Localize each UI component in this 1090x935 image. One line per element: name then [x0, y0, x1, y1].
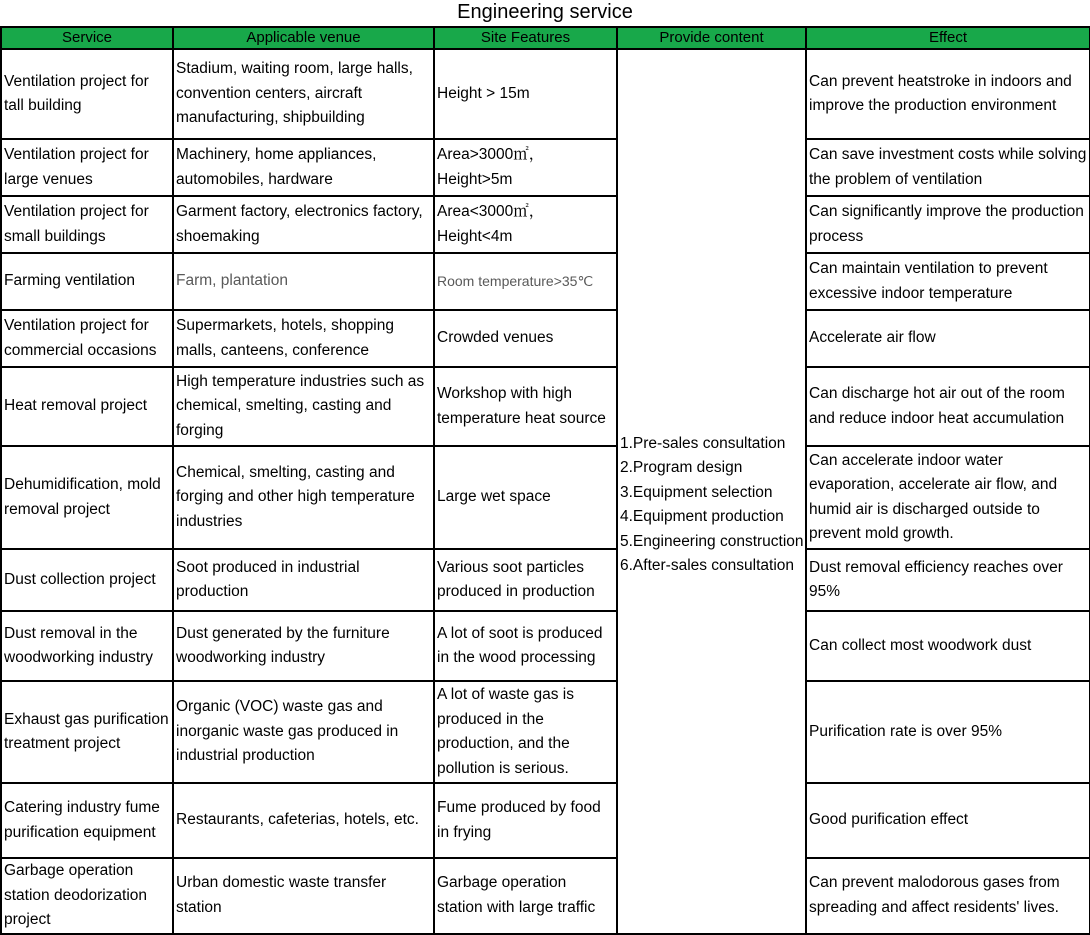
service-cell: Exhaust gas purification treatment project	[1, 681, 173, 783]
effect-cell: Good purification effect	[806, 783, 1090, 858]
service-cell: Ventilation project for tall building	[1, 49, 173, 139]
service-cell: Dust collection project	[1, 549, 173, 611]
venue-cell: Urban domestic waste transfer station	[173, 858, 434, 934]
features-cell: Area<3000㎡， Height<4m	[434, 196, 617, 253]
table-row	[1, 253, 1090, 310]
header-row	[1, 27, 1090, 49]
features-cell: Area>3000㎡， Height>5m	[434, 139, 617, 196]
page-title: Engineering service	[457, 1, 633, 23]
header-effect: Effect	[806, 27, 1090, 49]
table-row	[1, 446, 1090, 549]
header-service: Service	[1, 27, 173, 49]
table-row	[1, 858, 1090, 934]
venue-cell: Organic (VOC) waste gas and inorganic waste gas produced in industrial production	[173, 681, 434, 783]
venue-cell: Soot produced in industrial production	[173, 549, 434, 611]
effect-cell: Can save investment costs while solving the problem of ventilation	[806, 139, 1090, 196]
effect-cell: Can discharge hot air out of the room and reduce indoor heat accumulation	[806, 367, 1090, 446]
table-row	[1, 367, 1090, 446]
features-cell: Garbage operation station with large traffic	[434, 858, 617, 934]
header-provide-content: Provide content	[617, 27, 806, 49]
features-cell: Workshop with high temperature heat source	[434, 367, 617, 446]
features-cell: Room temperature>35℃	[434, 253, 617, 310]
service-cell: Dust removal in the woodworking industry	[1, 611, 173, 681]
header-site-features: Site Features	[434, 27, 617, 49]
venue-cell: Supermarkets, hotels, shopping malls, canteens, conference	[173, 310, 434, 367]
engineering-service-table	[0, 26, 1090, 935]
effect-cell: Can maintain ventilation to prevent excessive indoor temperature	[806, 253, 1090, 310]
features-cell: A lot of soot is produced in the wood processing	[434, 611, 617, 681]
service-cell: Farming ventilation	[1, 253, 173, 310]
features-cell: Fume produced by food in frying	[434, 783, 617, 858]
table-row	[1, 681, 1090, 783]
features-cell: A lot of waste gas is produced in the production, and the pollution is serious.	[434, 681, 617, 783]
service-cell: Heat removal project	[1, 367, 173, 446]
effect-cell: Dust removal efficiency reaches over 95%	[806, 549, 1090, 611]
table-row	[1, 549, 1090, 611]
venue-cell: Chemical, smelting, casting and forging and other high temperature industries	[173, 446, 434, 549]
venue-cell: Stadium, waiting room, large halls, convention centers, aircraft manufacturing, shipbuilding	[173, 49, 434, 139]
venue-cell: Garment factory, electronics factory, shoemaking	[173, 196, 434, 253]
features-cell: Large wet space	[434, 446, 617, 549]
table-row	[1, 783, 1090, 858]
effect-cell: Accelerate air flow	[806, 310, 1090, 367]
service-cell: Garbage operation station deodorization project	[1, 858, 173, 934]
table-row	[1, 139, 1090, 196]
effect-cell: Can collect most woodwork dust	[806, 611, 1090, 681]
effect-cell: Purification rate is over 95%	[806, 681, 1090, 783]
features-cell: Height > 15m	[434, 49, 617, 139]
effect-cell: Can prevent heatstroke in indoors and improve the production environment	[806, 49, 1090, 139]
venue-cell: Dust generated by the furniture woodworking industry	[173, 611, 434, 681]
service-cell: Ventilation project for small buildings	[1, 196, 173, 253]
effect-cell: Can prevent malodorous gases from spreading and affect residents' lives.	[806, 858, 1090, 934]
table-row	[1, 49, 1090, 139]
venue-cell: Machinery, home appliances, automobiles, hardware	[173, 139, 434, 196]
service-cell: Ventilation project for commercial occasions	[1, 310, 173, 367]
table-row	[1, 611, 1090, 681]
table-row	[1, 196, 1090, 253]
provide-content-cell: 1.Pre-sales consultation 2.Program design 3.Equipment selection 4.Equipment production 5.Engineering construction 6.After-sales consultation	[617, 49, 806, 934]
table-row	[1, 310, 1090, 367]
service-cell: Dehumidification, mold removal project	[1, 446, 173, 549]
effect-cell: Can significantly improve the production process	[806, 196, 1090, 253]
service-cell: Catering industry fume purification equipment	[1, 783, 173, 858]
venue-cell: Restaurants, cafeterias, hotels, etc.	[173, 783, 434, 858]
features-cell: Various soot particles produced in production	[434, 549, 617, 611]
features-cell: Crowded venues	[434, 310, 617, 367]
service-cell: Ventilation project for large venues	[1, 139, 173, 196]
effect-cell: Can accelerate indoor water evaporation, accelerate air flow, and humid air is discharged outside to prevent mold growth.	[806, 446, 1090, 549]
header-applicable-venue: Applicable venue	[173, 27, 434, 49]
venue-cell: Farm, plantation	[173, 253, 434, 310]
venue-cell: High temperature industries such as chemical, smelting, casting and forging	[173, 367, 434, 446]
